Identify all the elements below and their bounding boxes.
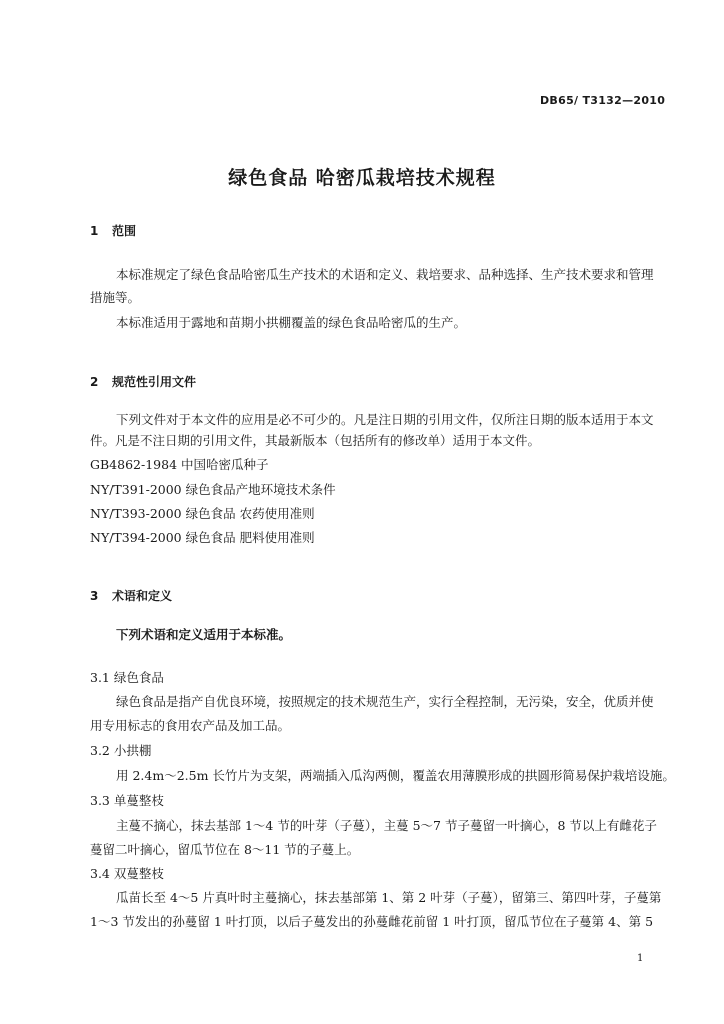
section-1-para-1-line-2: 措施等。 [90,290,141,305]
subsection-3-3-line-2: 蔓留二叶摘心，留瓜节位在 8～11 节的子蔓上。 [90,842,360,857]
section-title: 规范性引用文件 [112,375,197,389]
subsection-3-3-line-1: 主蔓不摘心，抹去基部 1～4 节的叶芽（子蔓），主蔓 5～7 节子蔓留一叶摘心，8 节以上有雌花子 [116,818,657,833]
subsection-3-1-heading: 3.1 绿色食品 [90,670,164,685]
standard-code: DB65/ T3132—2010 [540,94,666,107]
subsection-3-1-line-1: 绿色食品是指产自优良环境，按照规定的技术规范生产，实行全程控制，无污染，安全，优质并使 [116,694,654,709]
subsection-3-4-line-1: 瓜苗长至 4～5 片真叶时主蔓摘心，抹去基部第 1、第 2 叶芽（子蔓），留第三、第四叶芽，子蔓第 [116,890,662,905]
page-number: 1 [637,953,644,964]
section-2-heading [90,373,196,390]
subsection-3-3-heading: 3.3 单蔓整枝 [90,793,164,808]
section-2-para-1-line-2: 件。凡是不注日期的引用文件，其最新版本（包括所有的修改单）适用于本文件。 [90,433,541,448]
section-3-intro: 下列术语和定义适用于本标准。 [116,627,292,642]
section-number: 3 [90,589,99,603]
section-2-para-1-line-1: 下列文件对于本文件的应用是必不可少的。凡是注日期的引用文件，仅所注日期的版本适用于本文 [116,412,654,427]
section-3-heading [90,587,172,604]
document-title: 绿色食品 哈密瓜栽培技术规程 [228,167,496,189]
section-1-para-1-line-1: 本标准规定了绿色食品哈密瓜生产技术的术语和定义、栽培要求、品种选择、生产技术要求和管理 [116,267,654,282]
reference-item: GB4862-1984 中国哈密瓜种子 [90,457,269,472]
section-title: 范围 [112,224,137,238]
subsection-3-4-heading: 3.4 双蔓整枝 [90,866,164,881]
reference-item: NY/T391-2000 绿色食品产地环境技术条件 [90,482,336,497]
section-title: 术语和定义 [112,589,173,603]
subsection-3-4-line-2: 1～3 节发出的孙蔓留 1 叶打顶，以后子蔓发出的孙蔓雌花前留 1 叶打顶，留瓜节位在子蔓第 4、第 5 [90,914,654,929]
reference-item: NY/T393-2000 绿色食品 农药使用准则 [90,506,315,521]
subsection-3-2-heading: 3.2 小拱棚 [90,743,152,758]
subsection-3-2-line-1: 用 2.4m～2.5m 长竹片为支架，两端插入瓜沟两侧，覆盖农用薄膜形成的拱圆形简易保护栽培设施。 [116,768,675,783]
reference-item: NY/T394-2000 绿色食品 肥料使用准则 [90,530,315,545]
section-1-heading [90,222,136,239]
section-number: 2 [90,375,99,389]
subsection-3-1-line-2: 用专用标志的食用农产品及加工品。 [90,718,291,733]
section-number: 1 [90,224,99,238]
section-1-para-2: 本标准适用于露地和苗期小拱棚覆盖的绿色食品哈密瓜的生产。 [116,315,467,330]
